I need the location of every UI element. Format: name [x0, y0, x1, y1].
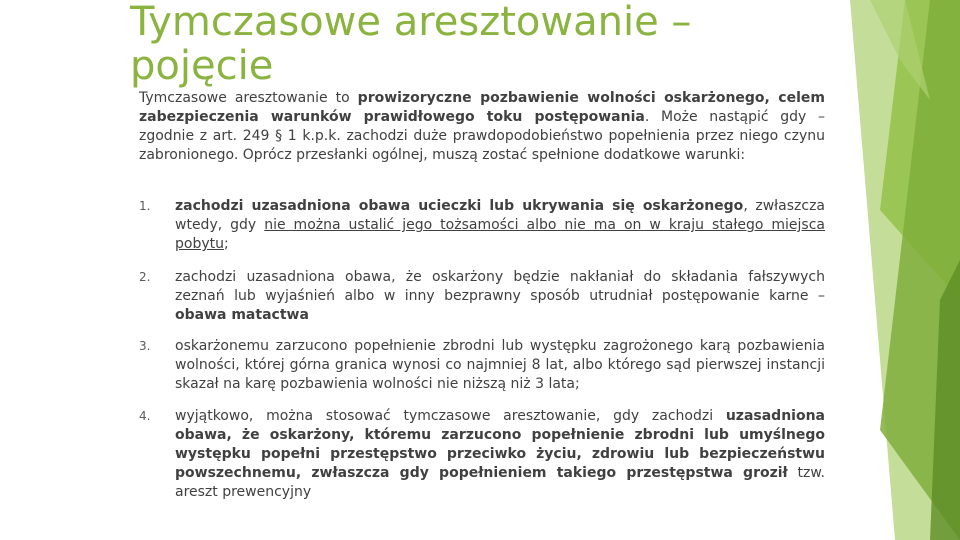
- list-item: [139, 407, 825, 502]
- point-2-bold: obawa matactwa: [175, 307, 309, 323]
- list-number: 4.: [139, 409, 151, 423]
- list-item: [139, 197, 825, 254]
- point-4-text-1: wyjątkowo, można stosować tymczasowe aresztowanie, gdy zachodzi: [175, 408, 726, 424]
- point-1-text-1: , zwłaszcza wtedy, gdy: [175, 198, 826, 233]
- point-1-bold: zachodzi uzasadniona obawa ucieczki lub ukrywania się oskarżonego: [175, 198, 744, 214]
- list-item: [139, 268, 825, 325]
- list-item: [139, 337, 825, 394]
- intro-text-1: Tymczasowe aresztowanie to: [139, 90, 358, 106]
- point-3-text: oskarżonemu zarzucono popełnienie zbrodni lub występku zagrożonego karą pozbawienia wolności, której górna granica wynosi co najmniej 8 lat, albo którego sąd pierwszej instancji skazał na karę pozbawienia wolności nie niższą niż 3 lata;: [175, 338, 825, 392]
- point-2-text: zachodzi uzasadniona obawa, że oskarżony będzie nakłaniał do składania fałszywych zeznań lub wyjaśnień albo w inny bezprawny sposób utrudniał postępowanie karne –: [175, 269, 825, 304]
- intro-paragraph: [139, 89, 825, 165]
- intro-text-2: . Może nastąpić gdy – zgodnie z art. 249 § 1 k.p.k. zachodzi duże prawdopodobieństwo popełnienia przez niego czynu zabronionego. Oprócz przesłanki ogólnej, muszą zostać spełnione dodatkowe warunki:: [139, 109, 825, 163]
- intro-bold: prowizoryczne pozbawienie wolności oskarżonego, celem zabezpieczenia warunków prawidłowego toku postępowania: [139, 90, 825, 125]
- point-4-text-2: tzw. areszt prewencyjny: [175, 465, 825, 500]
- point-1-underlined: nie można ustalić jego tożsamości albo nie ma on w kraju stałego miejsca pobytu: [175, 217, 825, 252]
- point-1-text-2: ;: [224, 236, 229, 252]
- list-number: 2.: [139, 270, 151, 284]
- conditions-list: [139, 197, 825, 502]
- list-number: 3.: [139, 339, 151, 353]
- slide-title: Tymczasowe aresztowanie – pojęcie: [130, 0, 692, 89]
- point-4-bold: uzasadniona obawa, że oskarżony, któremu zarzucono popełnienie zbrodni lub umyślnego występku popełni przestępstwo przeciwko życiu, zdrowiu lub bezpieczeństwu powszechnemu, zwłaszcza gdy popełnieniem takiego przestępstwa groził: [175, 408, 825, 481]
- list-number: 1.: [139, 199, 151, 213]
